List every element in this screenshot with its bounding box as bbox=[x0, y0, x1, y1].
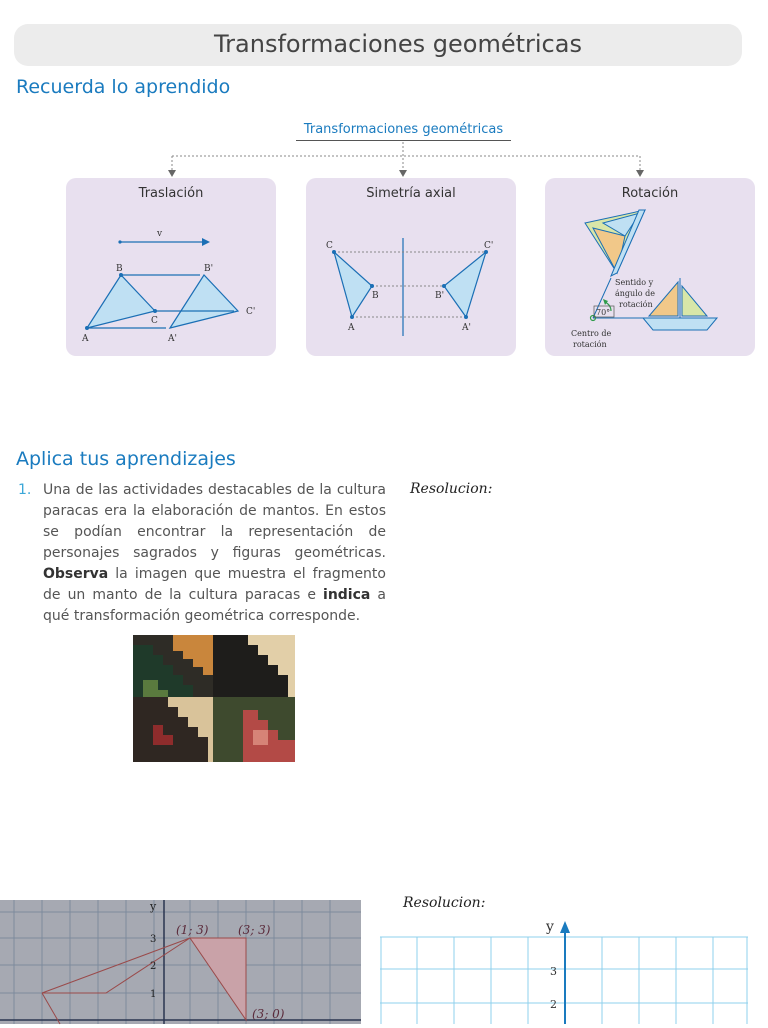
card-title-simetria: Simetría axial bbox=[366, 186, 456, 201]
svg-text:C: C bbox=[151, 316, 158, 326]
svg-text:B': B' bbox=[435, 291, 445, 301]
photo-point-3: (3; 0) bbox=[252, 1007, 285, 1021]
card-title-rotacion: Rotación bbox=[621, 186, 679, 201]
keyword-indica: indica bbox=[323, 587, 371, 603]
svg-text:C': C' bbox=[246, 307, 256, 317]
map-connectors bbox=[0, 110, 768, 180]
recuerda-heading: Recuerda lo aprendido bbox=[16, 76, 231, 98]
paracas-textile-image bbox=[133, 635, 295, 762]
card-title-traslacion: Traslación bbox=[138, 186, 204, 201]
svg-text:3: 3 bbox=[550, 965, 557, 978]
photo-point-2: (3; 3) bbox=[238, 923, 271, 937]
svg-text:A: A bbox=[82, 334, 89, 344]
resolucion-label-1: Resolucion: bbox=[410, 481, 493, 497]
svg-text:B: B bbox=[116, 264, 123, 274]
traslacion-diagram bbox=[66, 178, 276, 356]
svg-text:B': B' bbox=[204, 264, 214, 274]
photo-y-label: y bbox=[150, 900, 157, 913]
problem-1 bbox=[18, 480, 386, 627]
svg-text:rotación: rotación bbox=[573, 340, 607, 349]
svg-text:A': A' bbox=[462, 323, 471, 333]
aplica-heading: Aplica tus aprendizajes bbox=[16, 448, 236, 470]
problem-number: 1. bbox=[18, 482, 32, 498]
page-title: Transformaciones geométricas bbox=[214, 30, 582, 58]
concept-map bbox=[0, 110, 768, 370]
resolucion-label-2: Resolucion: bbox=[403, 895, 486, 911]
grid-y-label: y bbox=[546, 919, 554, 935]
simetria-diagram bbox=[306, 178, 516, 356]
svg-text:A: A bbox=[348, 323, 355, 333]
svg-text:B: B bbox=[372, 291, 379, 301]
svg-text:2: 2 bbox=[150, 961, 157, 972]
blank-grid bbox=[380, 919, 750, 1024]
card-traslacion bbox=[66, 178, 276, 356]
svg-text:rotación: rotación bbox=[619, 300, 653, 309]
photo-point-1: (1; 3) bbox=[176, 923, 209, 937]
problem-2-photo bbox=[0, 900, 361, 1024]
svg-text:A': A' bbox=[168, 334, 177, 344]
rotacion-diagram bbox=[545, 178, 755, 356]
card-rotacion bbox=[545, 178, 755, 356]
svg-text:C: C bbox=[326, 241, 333, 251]
svg-text:ángulo de: ángulo de bbox=[615, 289, 655, 298]
page-title-bar bbox=[14, 24, 742, 66]
svg-text:1: 1 bbox=[150, 989, 157, 1000]
svg-text:Sentido y: Sentido y bbox=[615, 278, 654, 287]
keyword-observa: Observa bbox=[43, 566, 109, 582]
card-simetria bbox=[306, 178, 516, 356]
vector-label: v bbox=[157, 229, 163, 239]
svg-text:2: 2 bbox=[550, 998, 557, 1011]
svg-text:Centro de: Centro de bbox=[571, 329, 612, 338]
problem-text: Una de las actividades destacables de la cultura paracas era la elaboración de mantos. En estos se podían encontrar la representación de personajes sagrados y figuras geométricas. Observa la imagen que muestra el fragmento de un manto de la cultura paracas e indica a qué transformación geométrica corresponde. bbox=[43, 482, 387, 624]
map-title: Transformaciones geométricas bbox=[296, 122, 511, 141]
svg-text:3: 3 bbox=[150, 934, 157, 945]
svg-text:70°: 70° bbox=[596, 308, 611, 317]
svg-text:C': C' bbox=[484, 241, 494, 251]
